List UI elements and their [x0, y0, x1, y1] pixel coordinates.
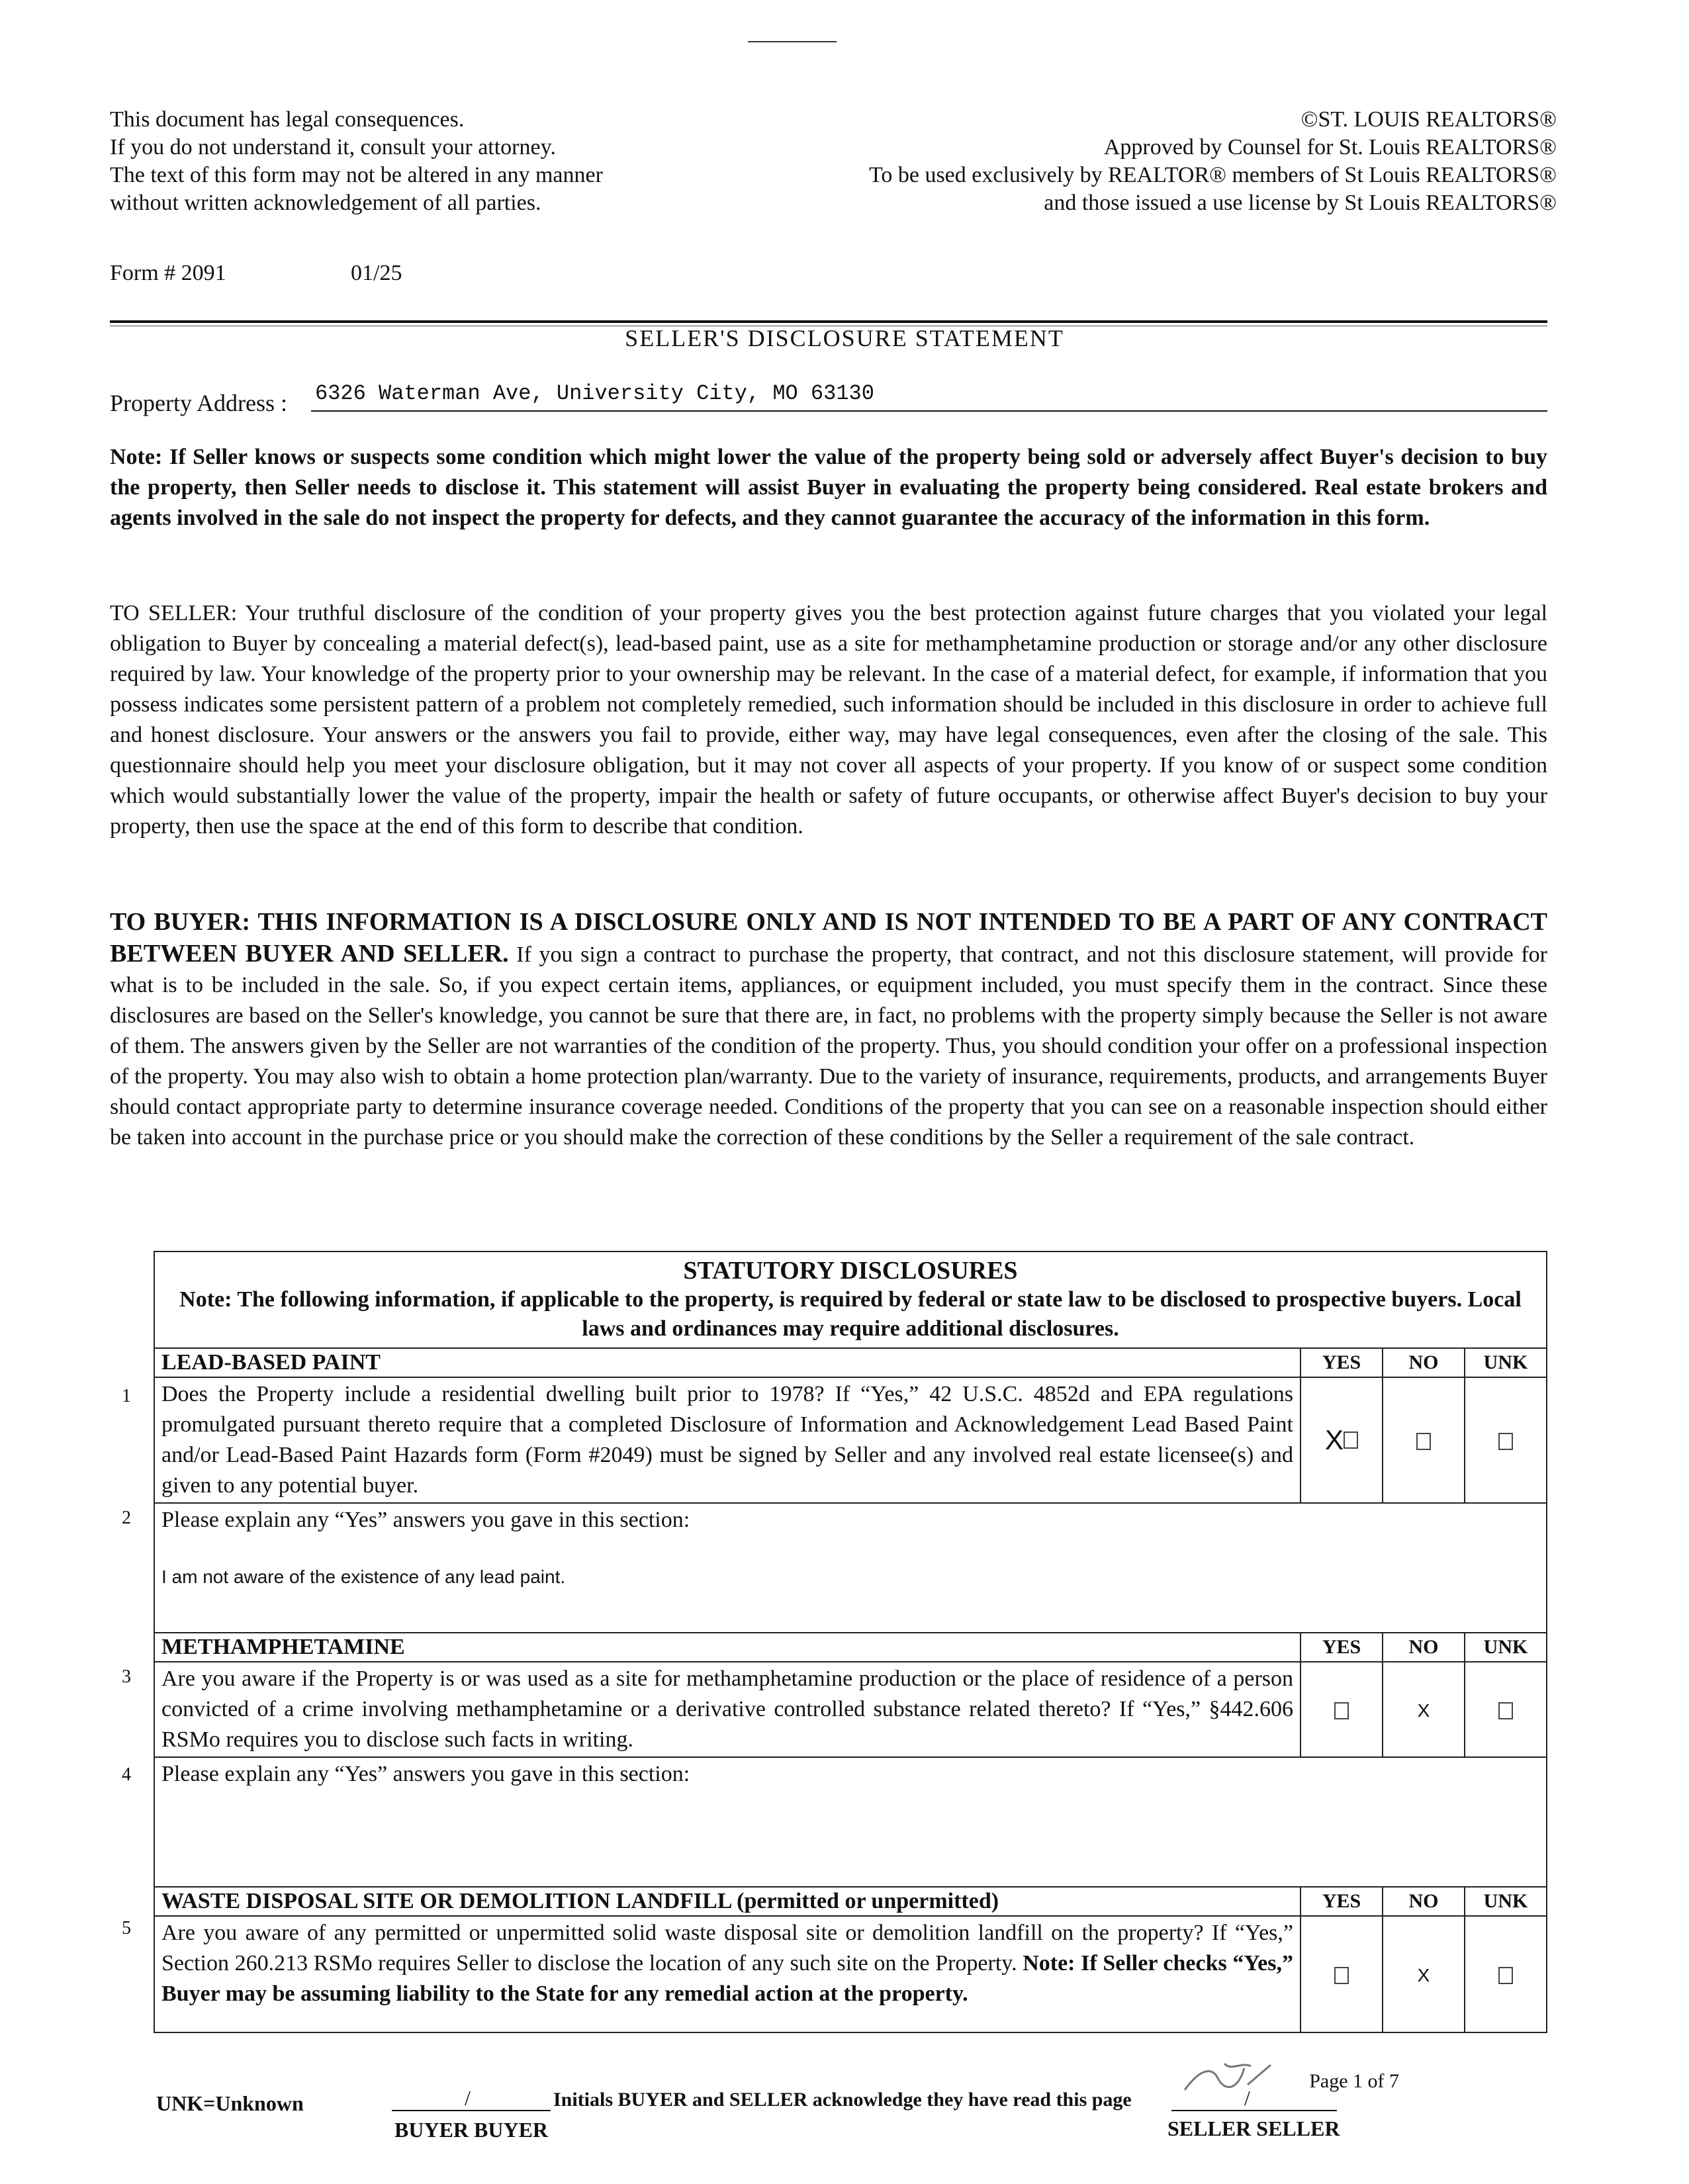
checkbox-icon — [1498, 1967, 1513, 1984]
statutory-note: Note: The following information, if applicable to the property, is required by federal or state law to be disclosed to prospective buyers. Local laws and ordinances may require additional disclosures. — [179, 1287, 1522, 1341]
question-5-text: Are you aware of any permitted or unpermitted solid waste disposal site or demolition landfill on the property? If “Yes,” Section 260.213 RSMo requires Seller to disclose the location of any such site on the Property. — [161, 1921, 1293, 1976]
legal-line-2: If you do not understand it, consult your attorney. — [110, 135, 556, 159]
col-unk: UNK — [1465, 1348, 1547, 1377]
question-4 — [154, 1757, 1547, 1887]
waste-heading: WASTE DISPOSAL SITE OR DEMOLITION LANDFILL (permitted or unpermitted) — [154, 1887, 1301, 1916]
checkbox-icon — [1416, 1433, 1431, 1450]
buyer-labels: BUYER BUYER — [394, 2118, 549, 2142]
seller-initials-slash: / — [1244, 2086, 1250, 2110]
q3-no-mark: X — [1417, 1700, 1430, 1721]
question-3: Are you aware if the Property is or was used as a site for methamphetamine production or the place of residence of a person convicted of a crime involving methamphetamine or a derivative controlled substance related thereto? If “Yes,” §442.606 RSMo requires you to disclose such facts in writing. — [154, 1662, 1301, 1757]
seller-labels: SELLER SELLER — [1167, 2116, 1340, 2140]
to-buyer-text: If you sign a contract to purchase the property, that contract, and not this disclosure statement, will provide for what is to be included in the sale. So, if you expect certain items, appliances, or equipment included, you must specify them in the contract. Since these disclosures are based on the Seller's knowledge, you cannot be sure that there are, in fact, no problems with the property simply because the Seller is not aware of them. The answers given by the Seller are not warranties of the condition of the property. Thus, you should condition your offer on a professional inspection of the property. You may also wish to obtain a home protection plan/warranty. Due to the variety of insurance, requirements, products, and arrangements Buyer should contact appropriate party to determine insurance coverage needed. Conditions of the property that you can see on a reasonable inspection should either be taken into account in the purchase price or you should make the correction of these conditions by the Seller a requirement of the sale contract. — [110, 942, 1547, 1150]
buyer-initials-line[interactable] — [392, 2110, 551, 2111]
row-number-1: 1 — [122, 1386, 131, 1406]
form-number: Form # 2091 — [110, 261, 226, 285]
form-date: 01/25 — [351, 261, 402, 285]
checkbox-icon — [1344, 1432, 1358, 1449]
question-2-answer[interactable]: I am not aware of the existence of any lead paint. — [161, 1567, 566, 1587]
checkbox-icon — [1334, 1967, 1349, 1984]
header-rule — [110, 320, 1547, 323]
col-unk: UNK — [1465, 1887, 1547, 1916]
question-2-text: Please explain any “Yes” answers you gave in this section: — [161, 1508, 690, 1532]
lead-heading: LEAD-BASED PAINT — [154, 1348, 1301, 1377]
property-address-underline — [311, 410, 1547, 412]
row-number-5: 5 — [122, 1918, 131, 1938]
col-no: NO — [1383, 1633, 1465, 1662]
row-number-3: 3 — [122, 1666, 131, 1687]
question-5 — [154, 1916, 1301, 2032]
q5-yes-checkbox[interactable] — [1301, 1916, 1383, 2032]
to-seller-label: TO SELLER: — [110, 601, 238, 625]
question-2 — [154, 1503, 1547, 1633]
initials-acknowledgement: Initials BUYER and SELLER acknowledge they have read this page — [553, 2089, 1132, 2111]
col-unk: UNK — [1465, 1633, 1547, 1662]
checkbox-icon — [1334, 1702, 1349, 1719]
seller-initials-line[interactable] — [1171, 2110, 1337, 2111]
q3-yes-checkbox[interactable] — [1301, 1662, 1383, 1757]
col-yes: YES — [1301, 1348, 1383, 1377]
q1-unk-checkbox[interactable] — [1465, 1377, 1547, 1503]
col-no: NO — [1383, 1887, 1465, 1916]
q1-yes-mark: X — [1324, 1424, 1344, 1455]
meth-heading: METHAMPHETAMINE — [154, 1633, 1301, 1662]
copyright-line-2: Approved by Counsel for St. Louis REALTORS® — [1103, 135, 1557, 159]
q3-unk-checkbox[interactable] — [1465, 1662, 1547, 1757]
q1-yes-checkbox[interactable] — [1301, 1377, 1383, 1503]
statutory-header — [154, 1251, 1547, 1348]
to-buyer-paragraph — [110, 907, 1547, 1153]
document-title: SELLER'S DISCLOSURE STATEMENT — [625, 325, 1064, 351]
q5-no-mark: X — [1417, 1965, 1430, 1986]
legal-line-3: The text of this form may not be altered in any manner — [110, 163, 603, 187]
row-number-4: 4 — [122, 1764, 131, 1785]
col-no: NO — [1383, 1348, 1465, 1377]
copyright-notice — [696, 106, 1557, 217]
unk-legend: UNK=Unknown — [156, 2091, 304, 2115]
page-number: Page 1 of 7 — [1309, 2070, 1399, 2092]
question-5-note: Note: If Seller checks “Yes,” Buyer may be assuming liability to the State for any remedial action at the property. — [161, 1951, 1293, 2006]
property-address-label: Property Address : — [110, 390, 287, 416]
q1-no-checkbox[interactable] — [1383, 1377, 1465, 1503]
q5-no-checkbox[interactable] — [1383, 1916, 1465, 2032]
seller-note: Note: If Seller knows or suspects some condition which might lower the value of the property being sold or adversely affect Buyer's decision to buy the property, then Seller needs to disclose it. This statement will assist Buyer in evaluating the property being considered. Real estate brokers and agents involved in the sale do not inspect the property for defects, and they cannot guarantee the accuracy of the information in this form. — [110, 445, 1547, 530]
property-address-field[interactable]: 6326 Waterman Ave, University City, MO 63130 — [315, 381, 874, 406]
checkbox-icon — [1498, 1702, 1513, 1719]
legal-notice — [110, 106, 719, 217]
top-mark — [748, 41, 837, 42]
seller-initials-signature — [1178, 2058, 1277, 2098]
statutory-title: STATUTORY DISCLOSURES — [683, 1257, 1018, 1285]
to-buyer-label: TO BUYER: THIS INFORMATION IS A DISCLOSURE ONLY AND IS NOT INTENDED TO BE A PART OF ANY CONTRACT BETWEEN BUYER AND SELLER. — [110, 908, 1547, 968]
col-yes: YES — [1301, 1887, 1383, 1916]
question-1: Does the Property include a residential dwelling built prior to 1978? If “Yes,” 42 U.S.C. 4852d and EPA regulations promulgated pursuant thereto require that a completed Disclosure of Information and Acknowledgement Lead Based Paint and/or Lead-Based Paint Hazards form (Form #2049) must be signed by Seller and any involved real estate licensee(s) and given to any potential buyer. — [154, 1377, 1301, 1503]
buyer-initials-slash: / — [465, 2086, 471, 2110]
copyright-line-4: and those issued a use license by St Louis REALTORS® — [1044, 191, 1557, 215]
checkbox-icon — [1498, 1433, 1513, 1450]
col-yes: YES — [1301, 1633, 1383, 1662]
copyright-line-3: To be used exclusively by REALTOR® members of St Louis REALTORS® — [868, 163, 1557, 187]
legal-line-1: This document has legal consequences. — [110, 107, 465, 132]
q3-no-checkbox[interactable] — [1383, 1662, 1465, 1757]
copyright-line-1: ©ST. LOUIS REALTORS® — [1301, 107, 1557, 132]
to-seller-text: Your truthful disclosure of the condition of your property gives you the best protection against future charges that you violated your legal obligation to Buyer by concealing a material defect(s), lead-based paint, use as a site for methamphetamine production or storage and/or any other disclosure required by law. Your knowledge of the property prior to your ownership may be relevant. In the case of a material defect, for example, if information that you possess indicates some persistent pattern of a problem not completely remedied, such information should be included in this disclosure in order to achieve full and honest disclosure. Your answers or the answers you fail to provide, either way, may have legal consequences, even after the closing of the sale. This questionnaire should help you meet your disclosure obligation, but it may not cover all aspects of your property. If you know of or suspect some condition which would substantially lower the value of the property, impair the health or safety of future occupants, or otherwise affect Buyer's decision to buy your property, then use the space at the end of this form to describe that condition. — [110, 601, 1548, 839]
q5-unk-checkbox[interactable] — [1465, 1916, 1547, 2032]
row-number-2: 2 — [122, 1508, 131, 1528]
statutory-disclosures-table — [154, 1251, 1547, 2033]
legal-line-4: without written acknowledgement of all parties. — [110, 191, 541, 215]
question-4-text: Please explain any “Yes” answers you gave in this section: — [161, 1762, 690, 1786]
to-seller-paragraph — [110, 598, 1547, 842]
